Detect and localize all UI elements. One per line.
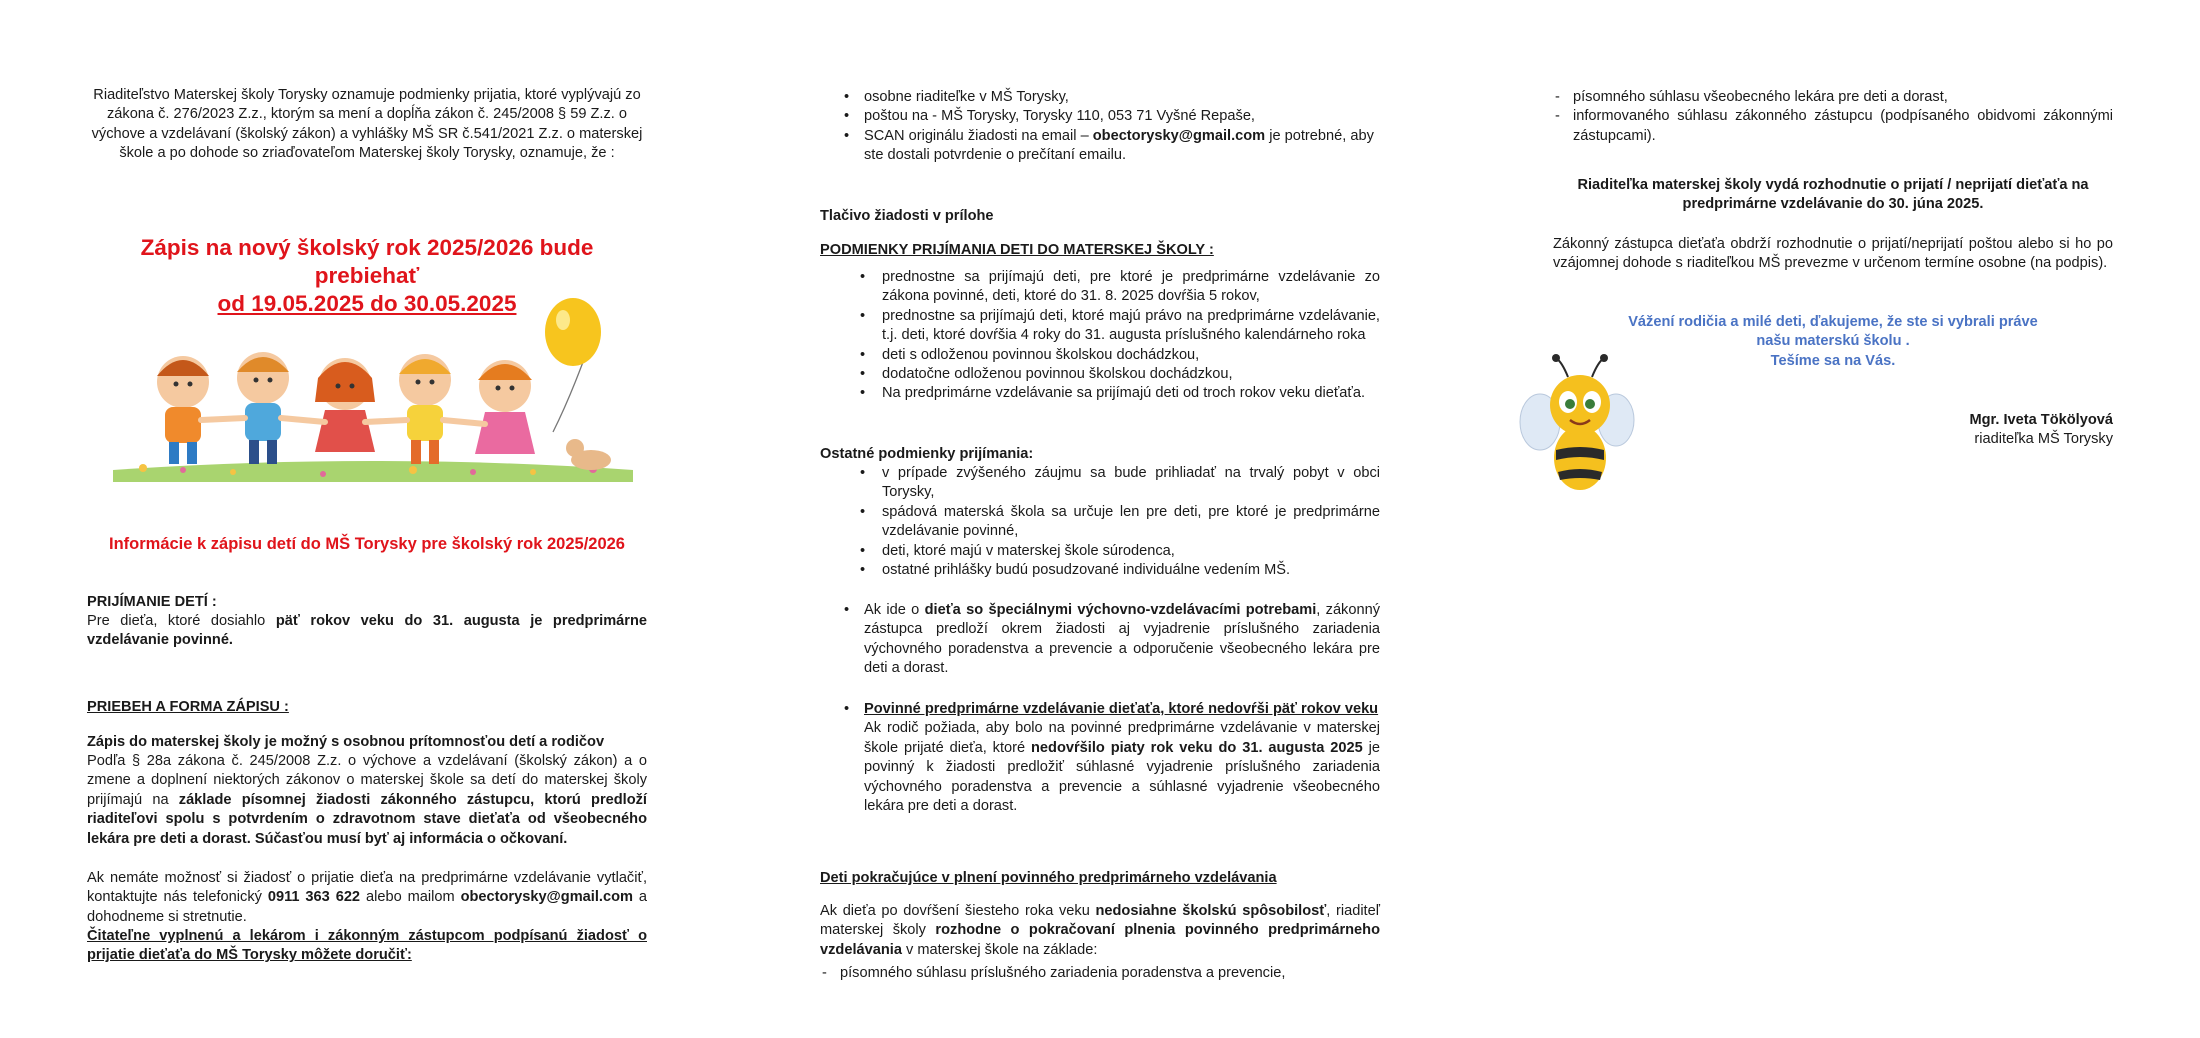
continuing-c: , riaditeľ materskej školy <box>820 903 1380 939</box>
delivery-text: Zákonný zástupca dieťaťa obdrží rozhodnutie o prijatí/neprijatí poštou alebo si ho po vzájomnej dohode s riaditeľkou MŠ prevezme v určenom termíne osobne (na podpis). <box>1553 236 2113 272</box>
contact-text <box>87 869 647 927</box>
consent-list <box>1553 88 2113 146</box>
other-conditions-list <box>838 464 1380 580</box>
contact-email[interactable]: obectorysky@gmail.com <box>460 889 633 906</box>
admission-text-a: Pre dieťa, ktoré dosiahlo <box>87 613 276 629</box>
mandatory-c: je povinný k žiadosti predložiť súhlasné vyjadrenie príslušného zariadenia výchovného poradenstva a prevencie a súhlasné vyjadrenie všeobecného lekára pre deti a dorast. <box>864 739 1380 815</box>
mandatory-list <box>840 700 1380 816</box>
conditions-list <box>838 268 1380 404</box>
delivery-list <box>840 88 1380 166</box>
condition-item: • deti s odloženou povinnou školskou dochádzkou, <box>838 346 1380 365</box>
delivery-email[interactable]: obectorysky@gmail.com <box>1092 127 1266 144</box>
continuing-e: v materskej škole na základe: <box>901 941 1098 958</box>
thanks-line-1: Vážení rodičia a milé deti, ďakujeme, že ste si vybrali práve <box>1628 314 2038 330</box>
info-heading: Informácie k zápisu detí do MŠ Torysky pre školský rok 2025/2026 <box>108 535 625 553</box>
condition-item: • prednostne sa prijímajú deti, ktoré majú právo na predprimárne vzdelávanie, t.j. deti, ktoré dovŕšia 4 roky do 31. augusta príslušného kalendárneho roka <box>838 307 1380 346</box>
other-condition-item: • ostatné prihlášky budú posudzované individuálne vedením MŠ. <box>838 561 1380 580</box>
condition-item: • Na predprimárne vzdelávanie sa prijímajú deti od troch rokov veku dieťaťa. <box>838 384 1380 403</box>
other-heading: Ostatné podmienky prijímania: <box>820 446 1034 462</box>
enrollment-headline-line1: Zápis na nový školský rok 2025/2026 bude prebiehať <box>140 235 594 288</box>
continuing-b: nedosiahne školskú spôsobilosť <box>1095 903 1327 919</box>
special-c: , zákonný zástupca predloží okrem žiadosti aj vyjadrenie príslušného zariadenia výchovného poradenstva a prevencie a odporučenie všeobecného lekára pre deti a dorast. <box>864 602 1381 677</box>
contact-c: a dohodneme si stretnutie. <box>87 889 648 925</box>
consent-item: - informovaného súhlasu zákonného zástupcu (podpísaného obidvomi zákonnými zástupcami). <box>1553 107 2113 146</box>
condition-item: • dodatočne odloženou povinnou školskou dochádzkou, <box>838 365 1380 384</box>
continuing-text <box>820 902 1380 960</box>
condition-item: • prednostne sa prijímajú deti, pre ktoré je predprimárne vzdelávanie zo zákona povinné, deti, ktoré do 31. 8. 2025 dovŕšia 5 rokov, <box>838 268 1380 307</box>
continuing-heading: Deti pokračujúce v plnení povinného predprimárneho vzdelávania <box>820 870 1277 886</box>
deliver-text: Čitateľne vyplnenú a lekárom i zákonným zástupcom podpísanú žiadosť o prijatie dieťaťa do MŠ Torysky môžete doručiť: <box>87 928 647 964</box>
mandatory-heading: Povinné predprimárne vzdelávanie dieťaťa, ktoré nedovŕši päť rokov veku <box>864 701 1379 717</box>
continuing-a: Ak dieťa po dovŕšení šiesteho roka veku <box>820 903 1096 919</box>
continuing-list <box>820 964 1380 983</box>
other-condition-item: • spádová materská škola sa určuje len pre deti, pre ktoré je predprimárne vzdelávanie povinné, <box>838 503 1380 542</box>
special-needs-item <box>840 601 1380 679</box>
delivery-item-1: • osobne riaditeľke v MŠ Torysky, <box>840 88 1380 107</box>
consent-item: - písomného súhlasu všeobecného lekára pre deti a dorast, <box>1553 88 2113 107</box>
decision-text: Riaditeľka materskej školy vydá rozhodnutie o prijatí / neprijatí dieťaťa na predprimárne vzdelávanie do 30. júna 2025. <box>1577 177 2089 213</box>
admission-text-b: päť rokov veku do 31. augusta je predprimárne vzdelávanie povinné. <box>87 613 647 649</box>
children-illustration <box>113 292 633 482</box>
signature-role: riaditeľka MŠ Torysky <box>1974 431 2113 447</box>
mandatory-item <box>840 700 1380 816</box>
conditions-heading: PODMIENKY PRIJÍMANIA DETI DO MATERSKEJ ŠKOLY : <box>820 242 1214 258</box>
delivery-item-3a: SCAN originálu žiadosti na email – <box>864 127 1093 144</box>
thanks-line-3: Tešíme sa na Vás. <box>1770 352 1896 369</box>
special-b: dieťa so špeciálnymi výchovno-vzdelávacími potrebami <box>924 602 1317 618</box>
admission-text <box>87 612 647 651</box>
other-condition-item: • v prípade zvýšeného záujmu sa bude prihliadať na trvalý pobyt v obci Torysky, <box>838 464 1380 503</box>
process-heading: PRIEBEH A FORMA ZÁPISU : <box>87 699 289 715</box>
process-text <box>87 752 647 849</box>
enrollment-dates: od 19.05.2025 do 30.05.2025 <box>217 291 517 316</box>
delivery-item-3c: je potrebné, aby ste dostali potvrdenie o prečítaní emailu. <box>864 127 1374 164</box>
bee-illustration <box>1518 350 1638 500</box>
contact-phone[interactable]: 0911 363 622 <box>267 889 361 906</box>
contact-a: Ak nemáte možnosť si žiadosť o prijatie dieťa na predprimárne vzdelávanie vytlačiť, kontaktujte nás telefonický <box>87 870 647 906</box>
special-needs-list <box>840 601 1380 679</box>
other-condition-item: • deti, ktoré majú v materskej škole súrodenca, <box>838 542 1380 561</box>
delivery-item-2: • poštou na - MŠ Torysky, Torysky 110, 053 71 Vyšné Repaše, <box>840 107 1380 126</box>
process-text-b: základe písomnej žiadosti zákonného zástupcu, ktorú predloží riaditeľovi spolu s potvrdením o zdravotnom stave dieťaťa od všeobecného lekára pre deti a dorast. Súčasťou musí byť aj informácia o očkovaní. <box>87 791 647 847</box>
special-a: Ak ide o <box>864 602 925 618</box>
continuing-d: rozhodne o pokračovaní plnenia povinného predprimárneho vzdelávania <box>820 922 1380 958</box>
mandatory-b: nedovŕšilo piaty rok veku do 31. augusta 2025 <box>1031 739 1363 756</box>
process-text-a: Podľa § 28a zákona č. 245/2008 Z.z. o výchove a vzdelávaní (školský zákon) a o zmene a doplnení niektorých zákonov o materskej škole sa detí do materskej školy prijímajú na <box>87 753 647 808</box>
signature-name: Mgr. Iveta Tökölyová <box>1969 412 2113 428</box>
continuing-item: - písomného súhlasu príslušného zariadenia poradenstva a prevencie, <box>820 964 1380 983</box>
process-bold: Zápis do materskej školy je možný s osobnou prítomnosťou detí a rodičov <box>87 734 605 750</box>
intro-text: Riaditeľstvo Materskej školy Torysky oznamuje podmienky prijatia, ktoré vyplývajú zo zákona č. 276/2023 Z.z., ktorým sa mení a dopĺňa zákon č. 245/2008 § 59 Z.z. o výchove a vzdelávaní (školský zákon) a vyhlášky MŠ SR č.541/2021 Z.z. o materskej škole a po dohode so zriaďovateľom Materskej školy Torysky, oznamuje, že : <box>91 87 643 162</box>
contact-b: alebo mailom <box>360 889 461 906</box>
thanks-line-2: našu materskú školu . <box>1756 333 1910 350</box>
form-note: Tlačivo žiadosti v prílohe <box>820 208 994 224</box>
mandatory-a: Ak rodič požiada, aby bolo na povinné predprimárne vzdelávanie v materskej škole prijaté dieťa, ktoré <box>864 720 1380 756</box>
admission-heading: PRIJÍMANIE DETÍ : <box>87 594 217 610</box>
delivery-item-3 <box>840 127 1380 166</box>
